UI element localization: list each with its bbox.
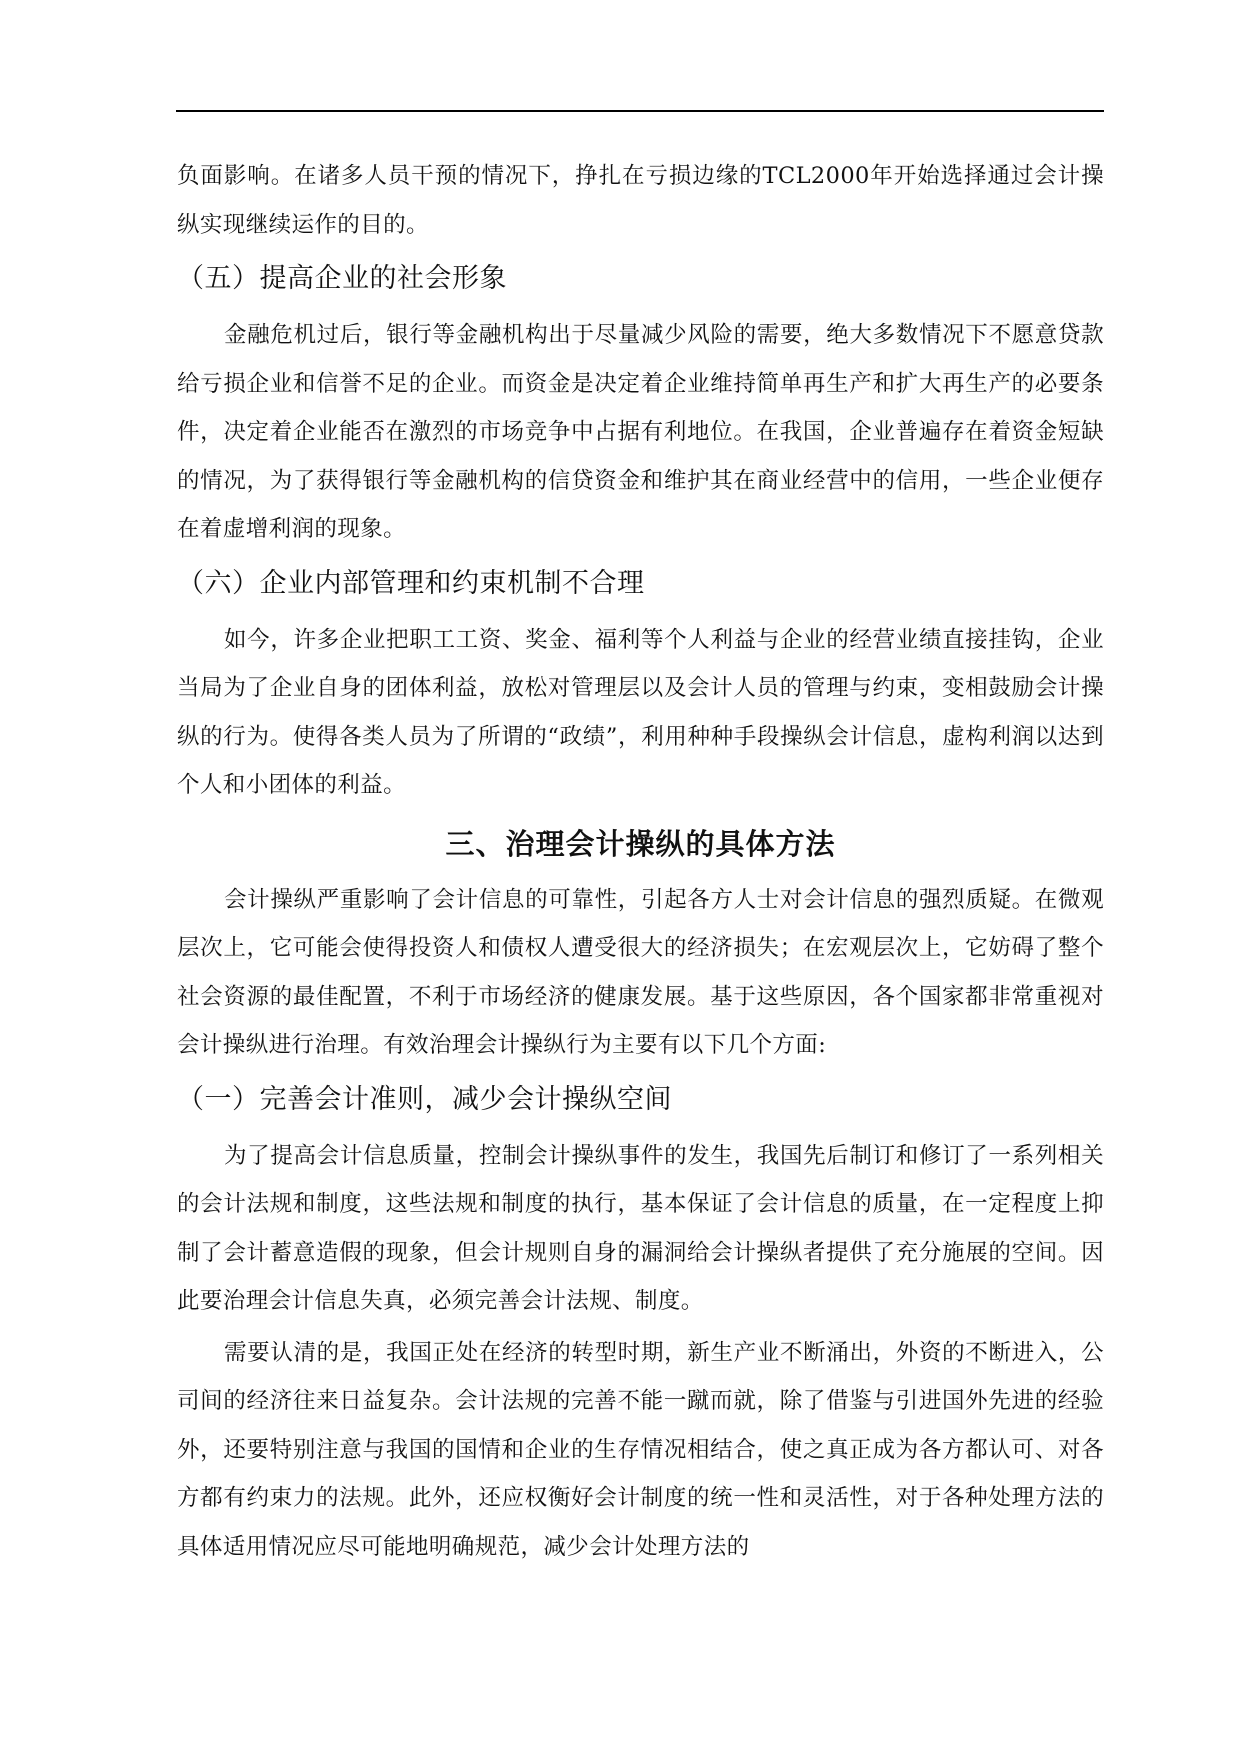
page-content — [177, 152, 1104, 1571]
header-rule — [176, 110, 1104, 112]
paragraph-social-image: 金融危机过后，银行等金融机构出于尽量减少风险的需要，绝大多数情况下不愿意贷款给亏损企业和信誉不足的企业。而资金是决定着企业维持简单再生产和扩大再生产的必要条件，决定着企业能否在激烈的市场竞争中占据有利地位。在我国，企业普遍存在着资金短缺的情况，为了获得银行等金融机构的信贷资金和维护其在商业经营中的信用，一些企业便存在着虚增利润的现象。 — [177, 322, 1104, 542]
paragraph-internal-management: 如今，许多企业把职工工资、奖金、福利等个人利益与企业的经营业绩直接挂钩，企业当局为了企业自身的团体利益，放松对管理层以及会计人员的管理与约束，变相鼓励会计操纵的行为。使得各类人员为了所谓的“政绩”，利用种种手段操纵会计信息，虚构利润以达到个人和小团体的利益。 — [177, 626, 1104, 798]
subheading-6: （六）企业内部管理和约束机制不合理 — [177, 567, 645, 599]
paragraph-governance-intro: 会计操纵严重影响了会计信息的可靠性，引起各方人士对会计信息的强烈质疑。在微观层次上，它可能会使得投资人和债权人遭受很大的经济损失；在宏观层次上，它妨碍了整个社会资源的最佳配置，不利于市场经济的健康发展。基于这些原因，各个国家都非常重视对会计操纵进行治理。有效治理会计操纵行为主要有以下几个方面: — [177, 886, 1104, 1058]
subheading-5: （五）提高企业的社会形象 — [177, 263, 507, 294]
subheading-1: （一）完善会计准则，减少会计操纵空间 — [177, 1083, 672, 1115]
paragraph-accounting-standards: 为了提高会计信息质量，控制会计操纵事件的发生，我国先后制订和修订了一系列相关的会计法规和制度，这些法规和制度的执行，基本保证了会计信息的质量，在一定程度上抑制了会计蓄意造假的现象，但会计规则自身的漏洞给会计操纵者提供了充分施展的空间。因此要治理会计信息失真，必须完善会计法规、制度。 — [177, 1142, 1104, 1314]
paragraph-continuation: 负面影响。在诸多人员干预的情况下，挣扎在亏损边缘的TCL2000年开始选择通过会计操纵实现继续运作的目的。 — [177, 163, 1104, 238]
paragraph-transition-period: 需要认清的是，我国正处在经济的转型时期，新生产业不断涌出，外资的不断进入，公司间的经济往来日益复杂。会计法规的完善不能一蹴而就，除了借鉴与引进国外先进的经验外，还要特别注意与我国的国情和企业的生存情况相结合，使之真正成为各方都认可、对各方都有约束力的法规。此外，还应权衡好会计制度的统一性和灵活性，对于各种处理方法的具体适用情况应尽可能地明确规范，减少会计处理方法的 — [177, 1339, 1104, 1560]
section-heading-3: 三、治理会计操纵的具体方法 — [445, 826, 836, 861]
